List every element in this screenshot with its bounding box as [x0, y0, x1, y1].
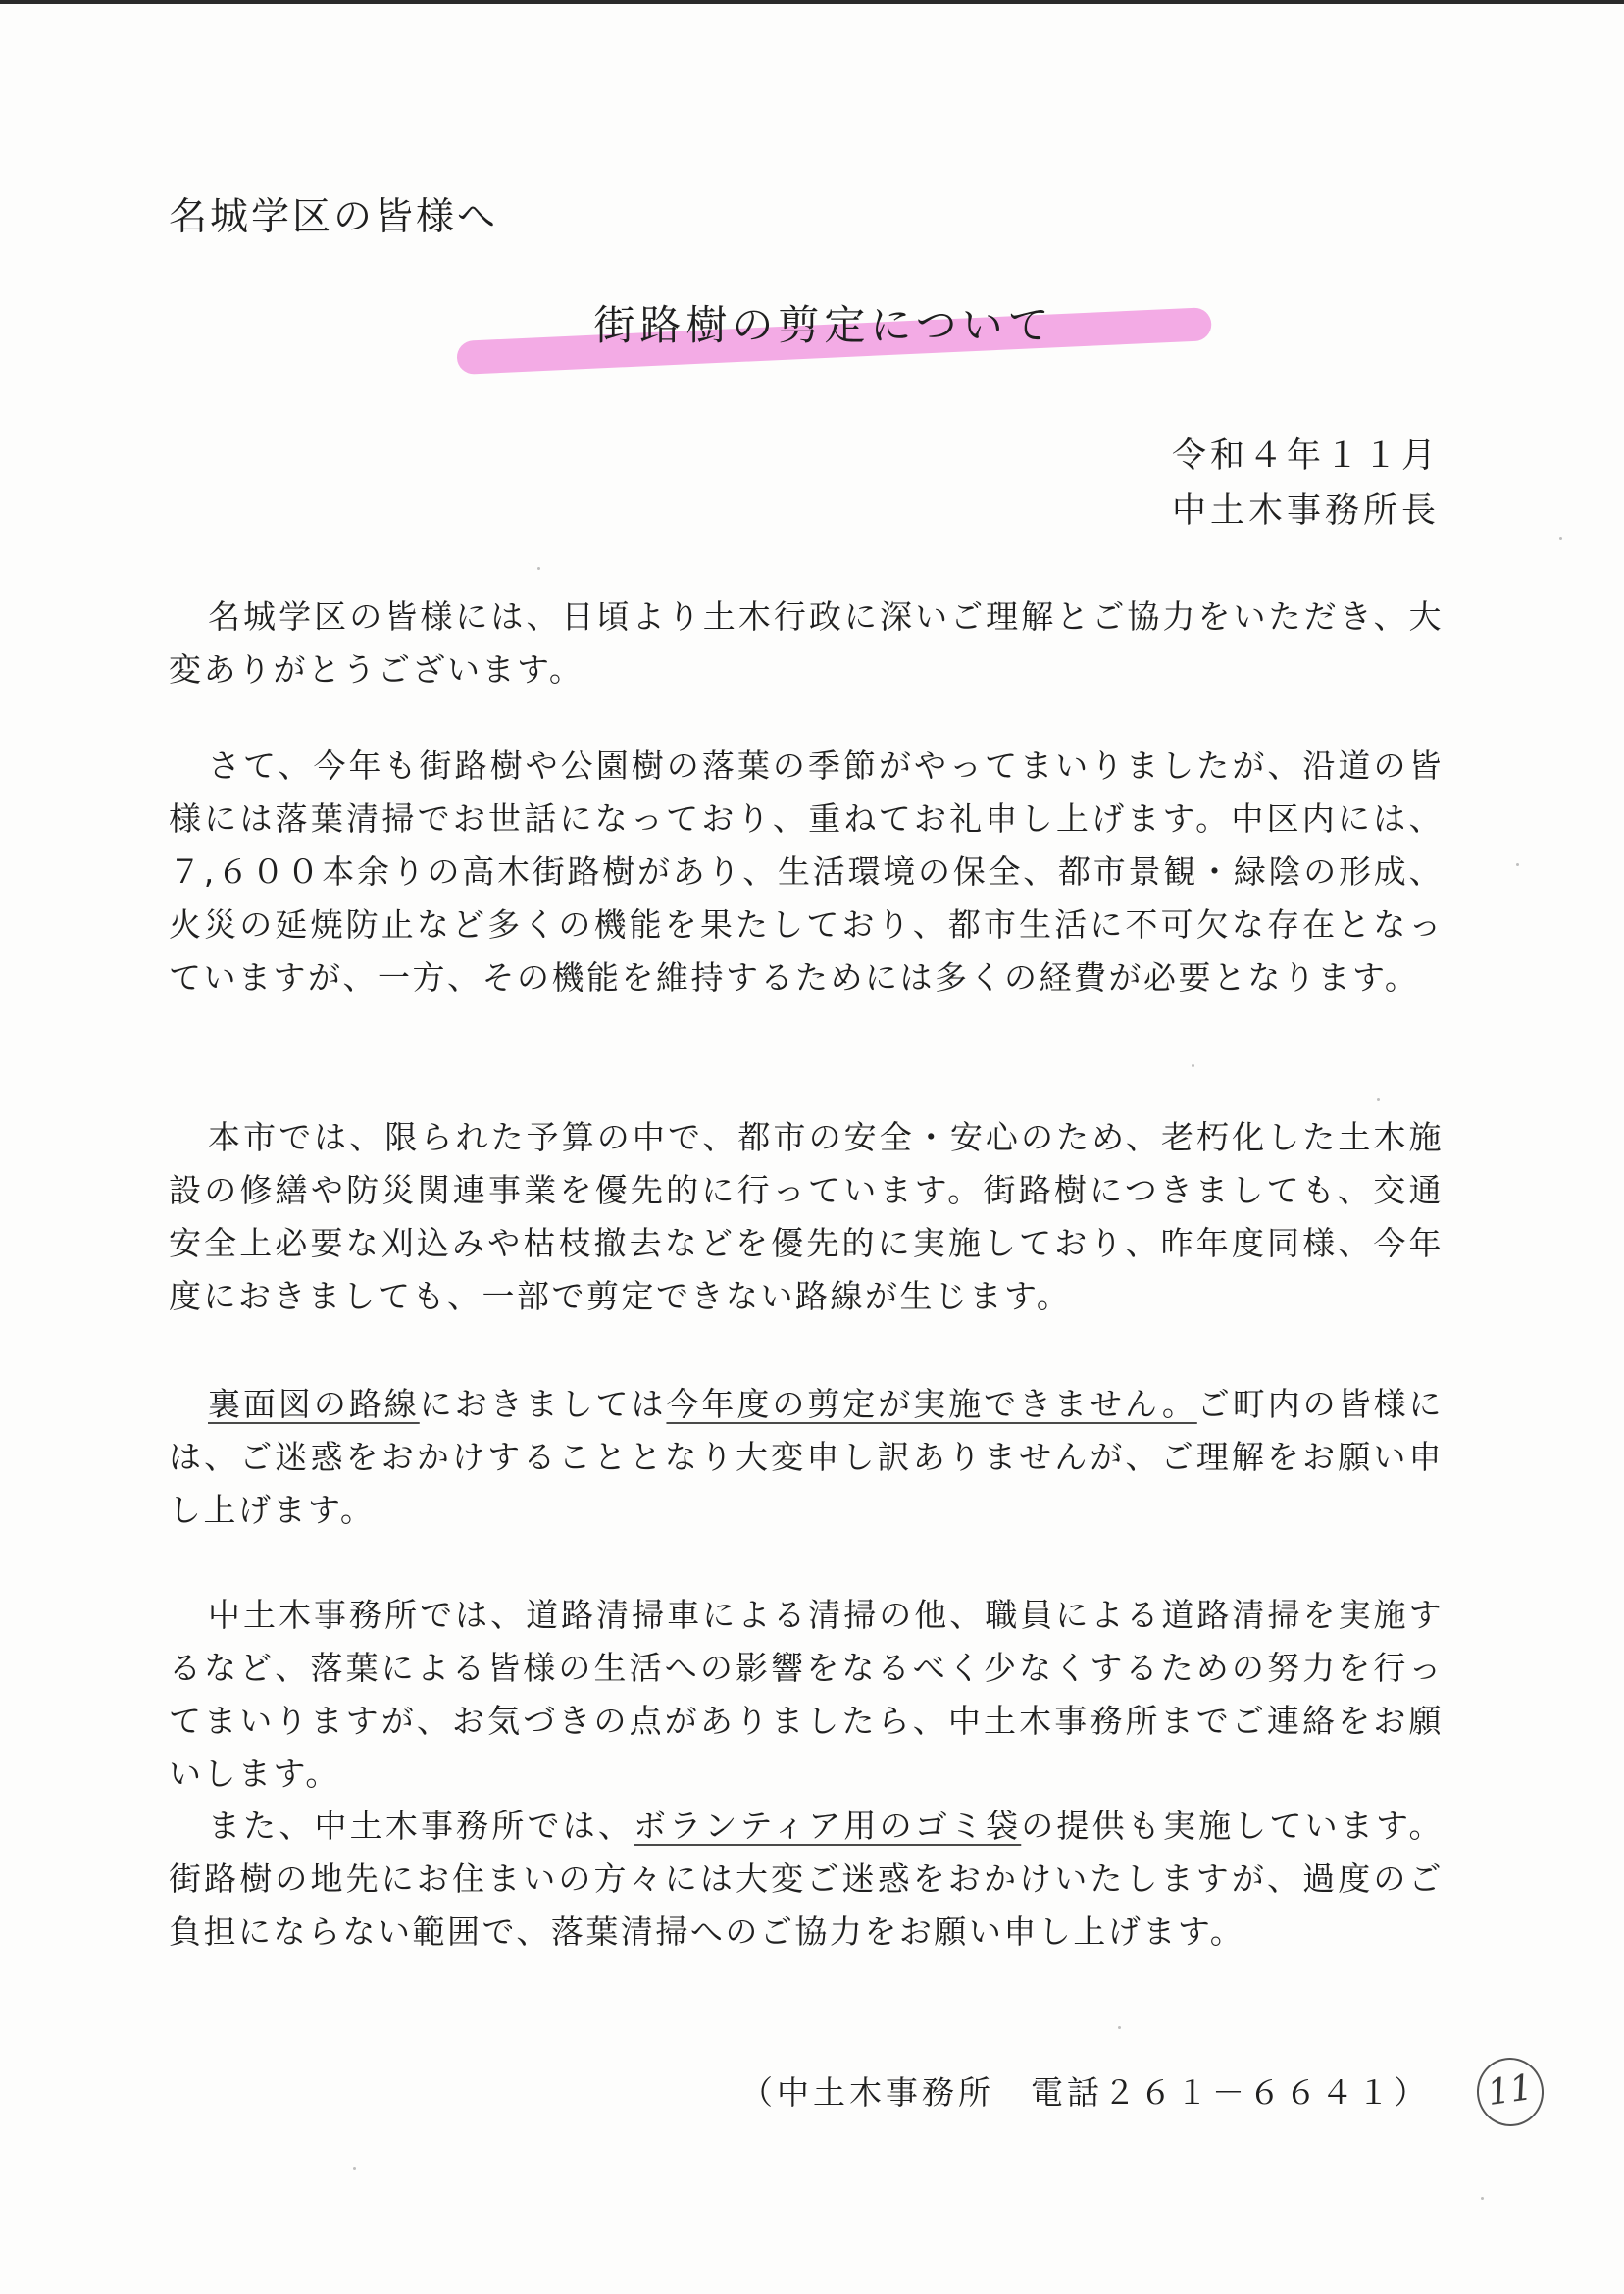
paragraph-street-cleaning	[169, 1589, 1444, 1801]
paragraph-text: さて、今年も街路樹や公園樹の落葉の季節がやってまいりましたが、沿道の皆様には落葉清掃でお世話になっており、重ねてお礼申し上げます。中区内には、７,６００本余りの高木街路樹があり、生活環境の保全、都市景観・緑陰の形成、火災の延焼防止など多くの機能を果たしており、都市生活に不可欠な存在となっていますが、一方、その機能を維持するためには多くの経費が必要となります。	[169, 746, 1445, 996]
title-block	[0, 286, 1624, 424]
paragraph-volunteer-bags	[169, 1800, 1444, 1959]
paragraph-segment: ご町内の皆様には、ご迷惑をおかけすることとなり大変申し訳ありませんが、ご理解をお願い申し上げます。	[169, 1385, 1445, 1529]
paragraph-no-pruning	[169, 1378, 1444, 1537]
scan-speck	[1118, 2026, 1121, 2029]
scan-speck	[353, 2167, 356, 2170]
paragraph-segment: の提供も実施しています。街路樹の地先にお住まいの方々には大変ご迷惑をおかけいたしますが、過度のご負担にならない範囲で、落葉清掃へのご協力をお願い申し上げます。	[169, 1807, 1444, 1951]
paragraph-text	[169, 1378, 1444, 1537]
paragraph-text: 中土木事務所では、道路清掃車による清掃の他、職員による道路清掃を実施するなど、落葉による皆様の生活への影響をなるべく少なくするための努力を行ってまいりますが、お気づきの点がありましたら、中土木事務所までご連絡をお願いします。	[169, 1596, 1445, 1793]
paragraph-text	[169, 1800, 1444, 1959]
scan-speck	[1559, 537, 1562, 540]
contact-phone-line: （中土木事務所 電話２６１－６６４１）	[740, 2073, 1430, 2112]
handwritten-page-number: 11	[1472, 2054, 1548, 2131]
scan-speck	[1481, 2197, 1484, 2200]
paragraph-fallen-leaves	[169, 739, 1444, 1004]
scan-speck	[1377, 1098, 1380, 1101]
addressee-line: 名城学区の皆様へ	[169, 195, 499, 239]
scan-speck	[1192, 1064, 1194, 1067]
paragraph-text: 名城学区の皆様には、日頃より土木行政に深いご理解とご協力をいただき、大変ありがとうございます。	[169, 597, 1444, 688]
scan-speck	[537, 567, 540, 570]
paragraph-budget	[169, 1111, 1444, 1323]
scan-speck	[1516, 863, 1519, 866]
paragraph-text: 本市では、限られた予算の中で、都市の安全・安心のため、老朽化した土木施設の修繕や防災関連事業を優先的に行っています。街路樹につきましても、交通安全上必要な刈込みや枯枝撤去などを優先的に実施しており、昨年度同様、今年度におきましても、一部で剪定できない路線が生じます。	[169, 1118, 1444, 1315]
underlined-volunteer-bags-text: ボランティア用のゴミ袋	[634, 1807, 1022, 1845]
issue-date: 令和４年１１月	[1171, 436, 1440, 476]
underlined-route-map-text: 裏面図の路線	[208, 1385, 420, 1423]
paragraph-greeting	[169, 590, 1444, 696]
underlined-no-pruning-text: 今年度の剪定が実施できません。	[666, 1385, 1197, 1423]
scan-top-edge	[0, 0, 1624, 4]
document-title: 街路樹の剪定について	[593, 301, 1054, 349]
paragraph-segment: におきましては	[419, 1385, 667, 1423]
sender-name: 中土木事務所長	[1171, 491, 1440, 531]
paragraph-segment: また、中土木事務所では、	[208, 1807, 634, 1845]
